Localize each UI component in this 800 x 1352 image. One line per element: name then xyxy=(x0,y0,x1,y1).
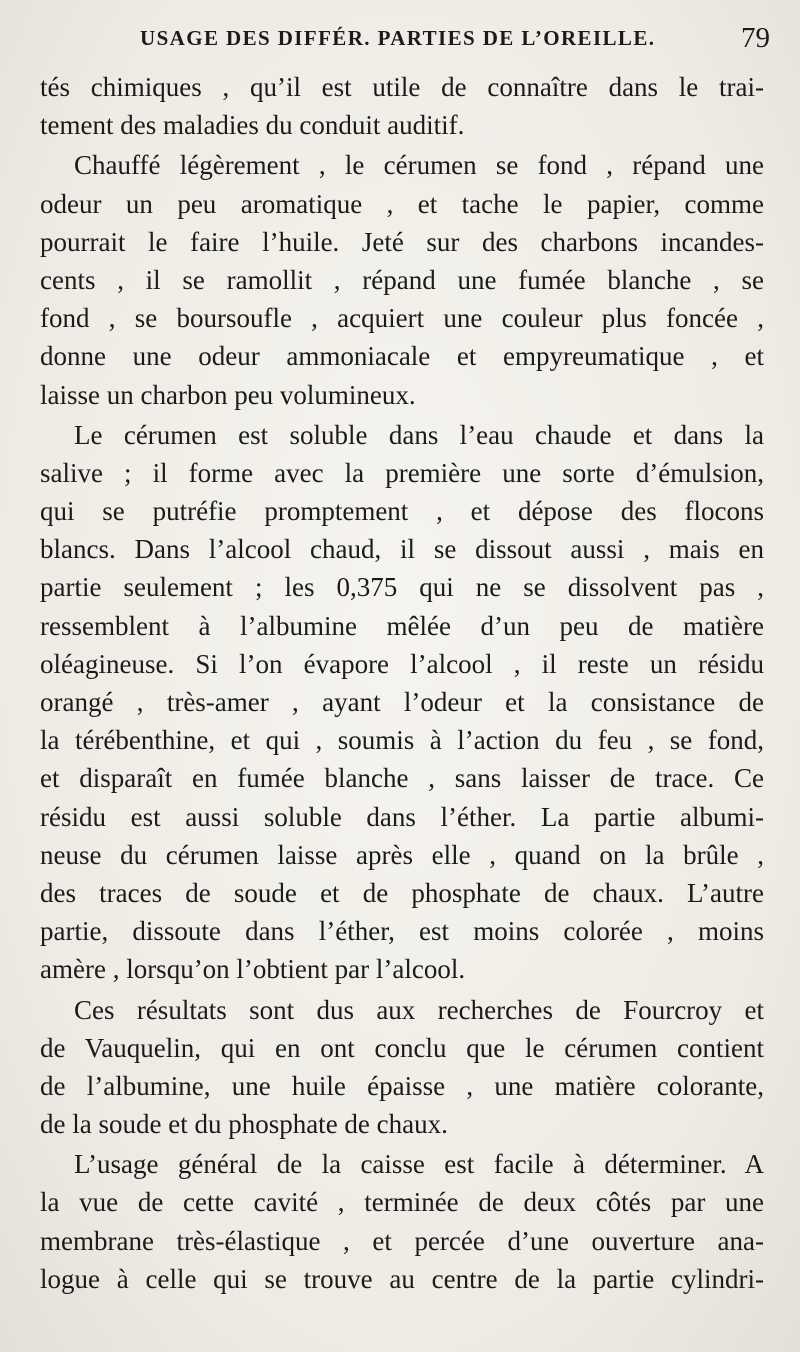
text-line: pourrait le faire l’huile. Jeté sur des charbons incandes- xyxy=(40,226,764,257)
text-line: de Vauquelin, qui en ont conclu que le cérumen contient xyxy=(40,1032,764,1063)
text-line: ressemblent à l’albumine mêlée d’un peu de matière xyxy=(40,610,764,641)
text-line: de la soude et du phosphate de chaux. xyxy=(40,1109,448,1140)
text-line: L’usage général de la caisse est facile à déterminer. A xyxy=(74,1149,764,1180)
text-line: résidu est aussi soluble dans l’éther. La partie albumi- xyxy=(40,801,764,832)
paragraph-1 xyxy=(40,68,764,144)
paragraph-2 xyxy=(40,146,764,413)
text-line: donne une odeur ammoniacale et empyreumatique , et xyxy=(40,341,764,372)
paragraph-4 xyxy=(40,991,764,1144)
running-head xyxy=(140,22,770,58)
text-line: tement des maladies du conduit auditif. xyxy=(40,110,465,141)
text-line: Chauffé légèrement , le cérumen se fond , répand une xyxy=(74,150,764,181)
text-line: amère , lorsqu’on l’obtient par l’alcool. xyxy=(40,954,466,985)
text-line: cents , il se ramollit , répand une fumée blanche , se xyxy=(40,264,764,295)
text-line: qui se putréfie promptement , et dépose des flocons xyxy=(40,496,764,527)
text-line: Ces résultats sont dus aux recherches de Fourcroy et xyxy=(74,994,764,1025)
text-line: salive ; il forme avec la première une sorte d’émulsion, xyxy=(40,457,764,488)
text-line: et disparaît en fumée blanche , sans laisser de trace. Ce xyxy=(40,763,764,794)
paragraph-5 xyxy=(40,1145,764,1298)
text-line: fond , se boursoufle , acquiert une couleur plus foncée , xyxy=(40,303,764,334)
text-line: la térébenthine, et qui , soumis à l’action du feu , se fond, xyxy=(40,725,764,756)
text-line: oléagineuse. Si l’on évapore l’alcool , il reste un résidu xyxy=(40,648,764,679)
text-line: blancs. Dans l’alcool chaud, il se dissout aussi , mais en xyxy=(40,534,764,565)
text-line: odeur un peu aromatique , et tache le papier, comme xyxy=(40,188,764,219)
paragraph-3 xyxy=(40,416,764,989)
text-line: orangé , très-amer , ayant l’odeur et la consistance de xyxy=(40,687,764,717)
text-line: logue à celle qui se trouve au centre de la partie cylindri- xyxy=(40,1263,764,1294)
text-line: Le cérumen est soluble dans l’eau chaude et dans la xyxy=(74,419,764,450)
text-line: la vue de cette cavité , terminée de deux côtés par une xyxy=(40,1187,764,1218)
text-line: neuse du cérumen laisse après elle , quand on la brûle , xyxy=(40,839,764,870)
text-line: laisse un charbon peu volumineux. xyxy=(40,379,416,410)
running-title: USAGE DES DIFFÉR. PARTIES DE L’OREILLE. xyxy=(140,26,656,50)
text-line: partie seulement ; les 0,375 qui ne se dissolvent pas , xyxy=(40,572,764,603)
text-line: tés chimiques , qu’il est utile de connaître dans le trai- xyxy=(40,72,764,102)
text-line: partie, dissoute dans l’éther, est moins colorée , moins xyxy=(40,916,764,947)
page-number: 79 xyxy=(741,22,770,54)
text-line: de l’albumine, une huile épaisse , une matière colorante, xyxy=(40,1070,764,1101)
body-text xyxy=(40,68,764,1300)
text-line: des traces de soude et de phosphate de chaux. L’autre xyxy=(40,877,764,908)
text-line: membrane très-élastique , et percée d’une ouverture ana- xyxy=(40,1225,764,1256)
